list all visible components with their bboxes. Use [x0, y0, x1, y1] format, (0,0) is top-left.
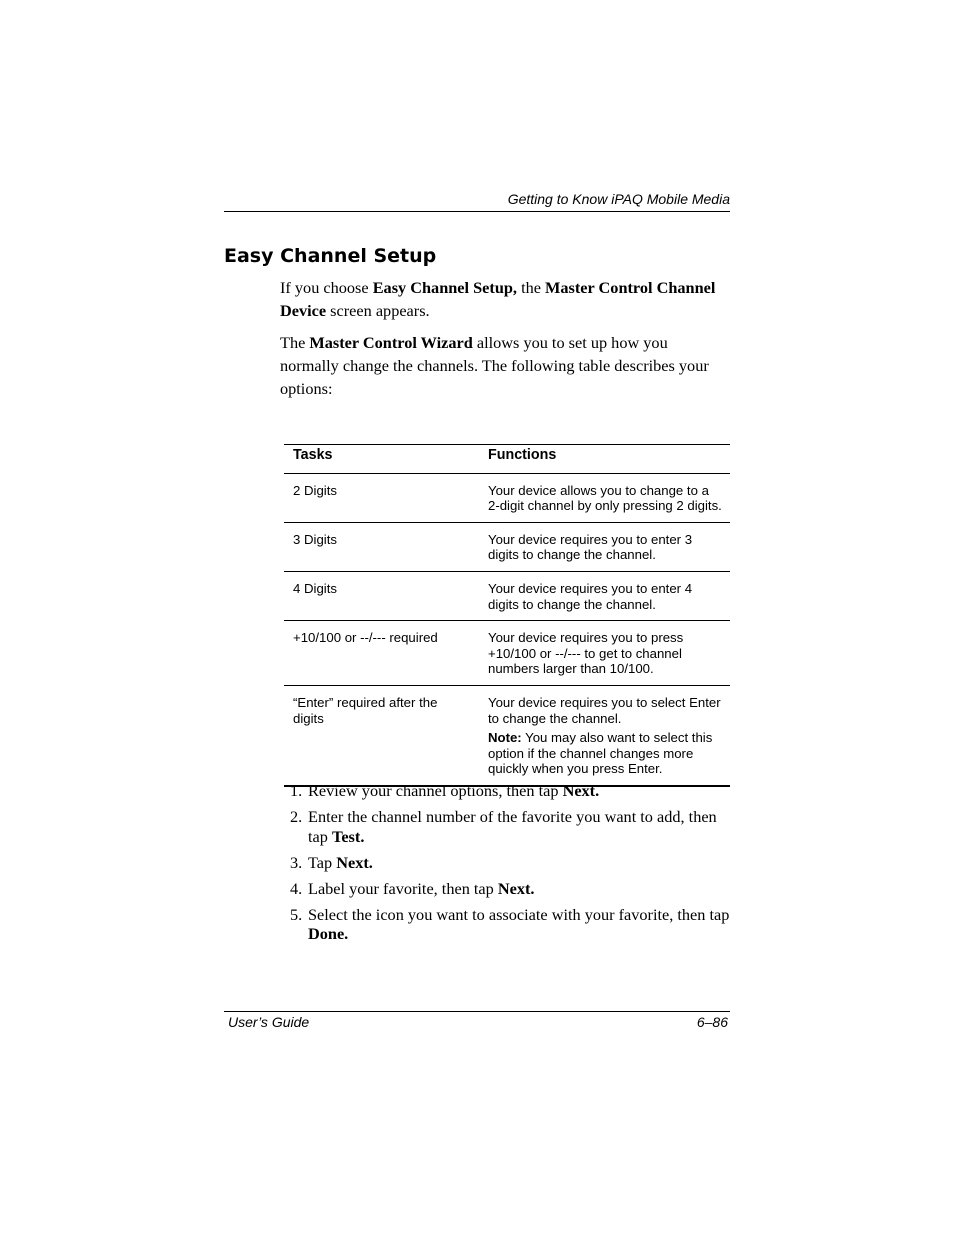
list-item	[284, 807, 734, 846]
step-text: Review your channel options, then tap	[308, 781, 563, 800]
table-row	[284, 473, 730, 522]
list-item	[284, 853, 734, 873]
step-number: 5.	[290, 904, 303, 924]
intro-paragraph-2	[280, 331, 730, 400]
step-text: Select the icon you want to associate with your favorite, then tap	[308, 904, 730, 924]
table-row	[284, 685, 730, 785]
p2-bold-master-control-wizard: Master Control Wizard	[309, 333, 473, 352]
page-number: 6–86	[696, 1014, 728, 1030]
intro-paragraph-1	[280, 276, 730, 322]
list-item	[284, 905, 734, 944]
steps-list	[284, 781, 734, 950]
p2-text-2: allows you to set up how you normally change the channels. The following table describes your options:	[280, 333, 709, 398]
running-header: Getting to Know iPAQ Mobile Media	[507, 191, 730, 207]
step-number: 1.	[290, 781, 303, 800]
step-bold: Next.	[336, 852, 373, 872]
section-title: Easy Channel Setup	[224, 245, 437, 267]
p1-bold-easy-channel-setup: Easy Channel Setup,	[372, 278, 518, 297]
function-text: Your device requires you to select Enter to change the channel.	[488, 694, 721, 726]
table-header-row	[284, 445, 730, 474]
header-rule	[224, 211, 730, 212]
function-cell	[479, 685, 730, 785]
p1-text-1: If you choose	[280, 278, 373, 297]
step-bold: Test.	[331, 826, 365, 846]
step-bold: Done.	[308, 924, 349, 943]
task-cell: “Enter” required after the digits	[284, 685, 479, 785]
list-item	[284, 781, 734, 801]
note	[488, 730, 722, 777]
step-text: Tap	[308, 852, 337, 872]
function-cell: Your device requires you to press +10/100 or --/--- to get to channel numbers larger than 10/100.	[479, 621, 730, 686]
task-cell: +10/100 or --/--- required	[284, 621, 479, 686]
options-table	[284, 444, 730, 787]
step-number: 2.	[290, 807, 303, 826]
function-cell: Your device requires you to enter 3 digits to change the channel.	[479, 522, 730, 571]
function-cell: Your device requires you to enter 4 digits to change the channel.	[479, 571, 730, 620]
footer-guide-title: User’s Guide	[228, 1014, 310, 1030]
footer-rule	[224, 1011, 730, 1012]
step-bold: Next.	[497, 878, 535, 898]
table-row	[284, 522, 730, 571]
function-cell: Your device allows you to change to a 2-digit channel by only pressing 2 digits.	[479, 473, 730, 522]
list-item	[284, 879, 734, 899]
note-label: Note:	[488, 730, 522, 746]
note-text: You may also want to select this option if the channel changes more quickly when you press Enter.	[488, 730, 713, 777]
step-number: 3.	[290, 852, 303, 872]
table-row	[284, 571, 730, 620]
task-cell: 2 Digits	[284, 473, 479, 522]
header-functions: Functions	[479, 445, 730, 474]
task-cell: 3 Digits	[284, 522, 479, 571]
p2-text-1: The	[280, 333, 310, 352]
step-text: Enter the channel number of the favorite you want to add, then tap	[308, 807, 717, 846]
p1-bold-master-control: Master Control Channel Device	[280, 278, 716, 320]
task-cell: 4 Digits	[284, 571, 479, 620]
table-row	[284, 621, 730, 686]
step-text: Label your favorite, then tap	[308, 878, 498, 898]
step-number: 4.	[290, 878, 303, 898]
p1-text-2: the	[517, 278, 546, 297]
step-bold: Next.	[562, 781, 600, 800]
header-tasks: Tasks	[284, 445, 479, 474]
p1-text-3: screen appears.	[326, 301, 430, 320]
